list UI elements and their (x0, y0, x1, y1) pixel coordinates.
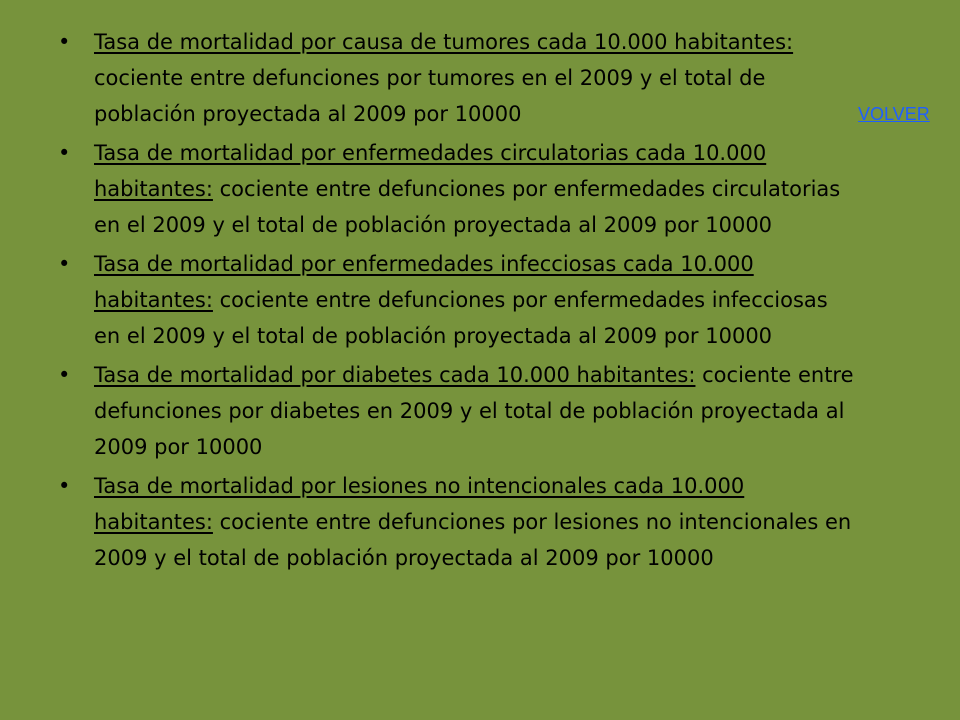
list-item (58, 468, 858, 576)
item-term: Tasa de mortalidad por lesiones no intencionales cada 10.000 habitantes: (94, 474, 745, 534)
item-description: cociente entre defunciones por diabetes en 2009 y el total de población proyectada al 2009 por 10000 (94, 363, 854, 459)
bullet-icon: • (58, 252, 71, 276)
volver-link[interactable]: VOLVER (858, 104, 930, 124)
definition-list (58, 24, 858, 579)
item-term: Tasa de mortalidad por enfermedades circulatorias cada 10.000 habitantes: (94, 141, 767, 201)
bullet-icon: • (58, 363, 71, 387)
bullet-icon: • (58, 141, 71, 165)
item-term: Tasa de mortalidad por diabetes cada 10.000 habitantes: (94, 363, 696, 387)
bullet-icon: • (58, 474, 71, 498)
list-item (58, 135, 858, 243)
item-description: cociente entre defunciones por lesiones no intencionales en 2009 y el total de población proyectada al 2009 por 10000 (94, 510, 852, 570)
list-item (58, 24, 858, 132)
bullet-icon: • (58, 30, 71, 54)
list-item (58, 246, 858, 354)
item-term: Tasa de mortalidad por causa de tumores cada 10.000 habitantes: (94, 30, 794, 54)
item-term: Tasa de mortalidad por enfermedades infecciosas cada 10.000 habitantes: (94, 252, 754, 312)
item-description: cociente entre defunciones por tumores en el 2009 y el total de población proyectada al 2009 por 10000 (94, 66, 766, 126)
item-description: cociente entre defunciones por enfermedades circulatorias en el 2009 y el total de población proyectada al 2009 por 10000 (94, 177, 841, 237)
list-item (58, 357, 858, 465)
item-description: cociente entre defunciones por enfermedades infecciosas en el 2009 y el total de población proyectada al 2009 por 10000 (94, 288, 828, 348)
